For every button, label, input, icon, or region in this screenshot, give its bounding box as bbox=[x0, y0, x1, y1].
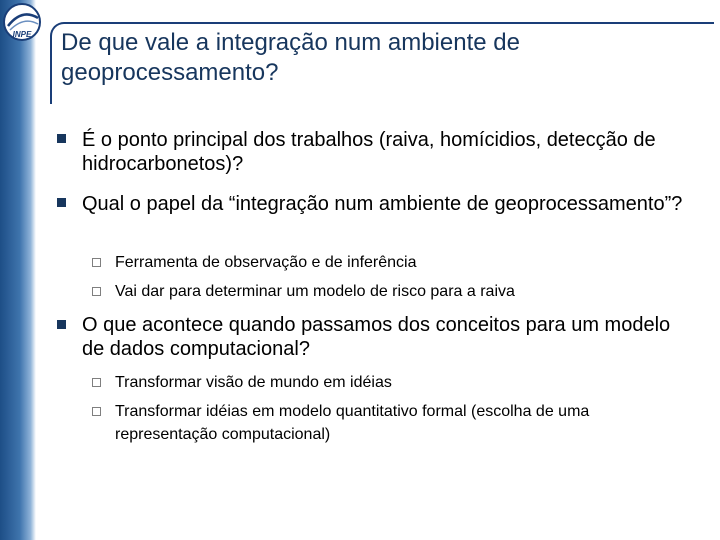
bullet-text: Qual o papel da “integração num ambiente de geoprocessamento”? bbox=[82, 193, 683, 215]
hollow-square-bullet-icon bbox=[92, 378, 101, 387]
sub-bullet-text: Transformar idéias em modelo quantitativo formal (escolha de uma representação computacional) bbox=[115, 403, 590, 443]
sub-bullet-text: Transformar visão de mundo em idéias bbox=[115, 374, 392, 391]
hollow-square-bullet-icon bbox=[92, 258, 101, 267]
bullet-text: O que acontece quando passamos dos conceitos para um modelo de dados computacional? bbox=[82, 314, 671, 360]
hollow-square-bullet-icon bbox=[92, 287, 101, 296]
svg-text:INPE: INPE bbox=[12, 30, 32, 39]
slide-title: De que vale a integração num ambiente de geoprocessamento? bbox=[61, 29, 520, 86]
square-bullet-icon bbox=[57, 134, 66, 143]
square-bullet-icon bbox=[57, 198, 66, 207]
bullet-text: É o ponto principal dos trabalhos (raiva, homícidios, detecção de hidrocarbonetos)? bbox=[82, 129, 656, 175]
sub-bullet-text: Vai dar para determinar um modelo de risco para a raiva bbox=[115, 283, 515, 300]
square-bullet-icon bbox=[57, 320, 66, 329]
hollow-square-bullet-icon bbox=[92, 407, 101, 416]
inpe-logo bbox=[0, 0, 46, 46]
sub-bullet-text: Ferramenta de observação e de inferência bbox=[115, 254, 417, 271]
sidebar-band bbox=[0, 0, 36, 540]
